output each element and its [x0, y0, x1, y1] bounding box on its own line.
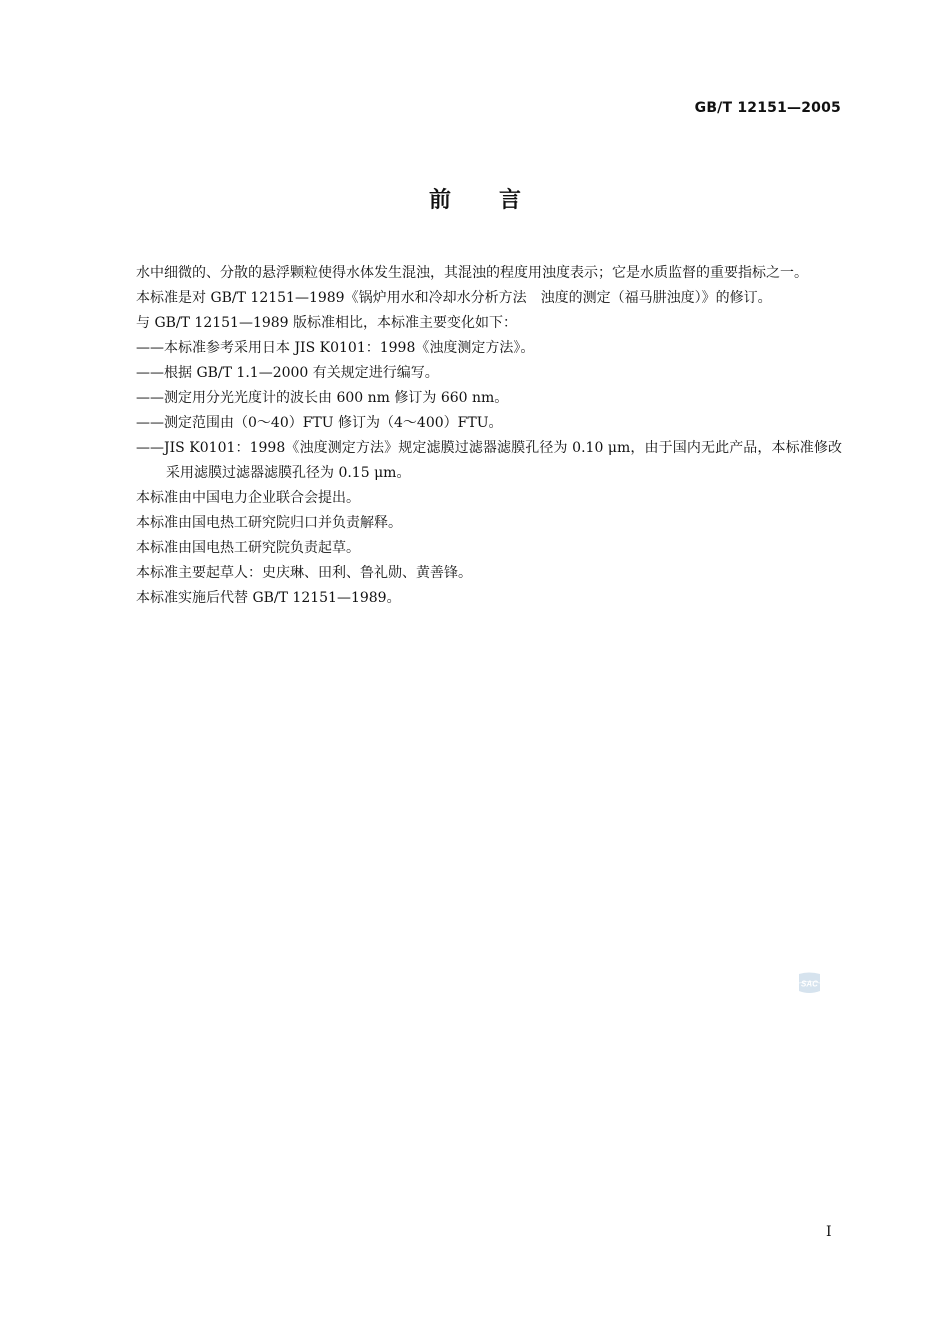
- paragraph-replacement: 本标准实施后代替 GB/T 12151—1989。: [136, 590, 401, 606]
- preface-body: [108, 261, 842, 611]
- change-item: ——测定范围由（0～40）FTU 修订为（4～400）FTU。: [136, 415, 503, 431]
- change-item: ——根据 GB/T 1.1—2000 有关规定进行编写。: [136, 365, 439, 381]
- paragraph-intro: 水中细微的、分散的悬浮颗粒使得水体发生混浊，其混浊的程度用浊度表示；它是水质监督的重要指标之一。: [136, 265, 808, 281]
- paragraph-responsible: 本标准由国电热工研究院归口并负责解释。: [136, 515, 402, 531]
- page-title: 前言: [428, 188, 569, 213]
- paragraph-proposer: 本标准由中国电力企业联合会提出。: [136, 490, 360, 506]
- watermark-text: SAC: [801, 979, 818, 989]
- change-item: ——本标准参考采用日本 JIS K0101：1998《浊度测定方法》。: [136, 340, 535, 356]
- paragraph-authors: 本标准主要起草人：史庆琳、田利、鲁礼勋、黄善锋。: [136, 565, 472, 581]
- paragraph-drafter: 本标准由国电热工研究院负责起草。: [136, 540, 360, 556]
- page-number: I: [826, 1224, 832, 1240]
- change-item: ——测定用分光光度计的波长由 600 nm 修订为 660 nm。: [136, 390, 509, 406]
- paragraph-changes-lead: 与 GB/T 12151—1989 版标准相比，本标准主要变化如下：: [136, 315, 518, 331]
- change-item: ——JIS K0101：1998《浊度测定方法》规定滤膜过滤器滤膜孔径为 0.10 μm，由于国内无此产品，本标准修改采用滤膜过滤器滤膜孔径为 0.15 μm。: [136, 440, 842, 481]
- sac-logo: [796, 971, 823, 995]
- paragraph-revision: 本标准是对 GB/T 12151—1989《锅炉用水和冷却水分析方法 浊度的测定（福马肼浊度）》的修订。: [136, 290, 772, 306]
- sac-watermark-icon: [796, 971, 823, 995]
- standard-code: GB/T 12151—2005: [694, 100, 841, 116]
